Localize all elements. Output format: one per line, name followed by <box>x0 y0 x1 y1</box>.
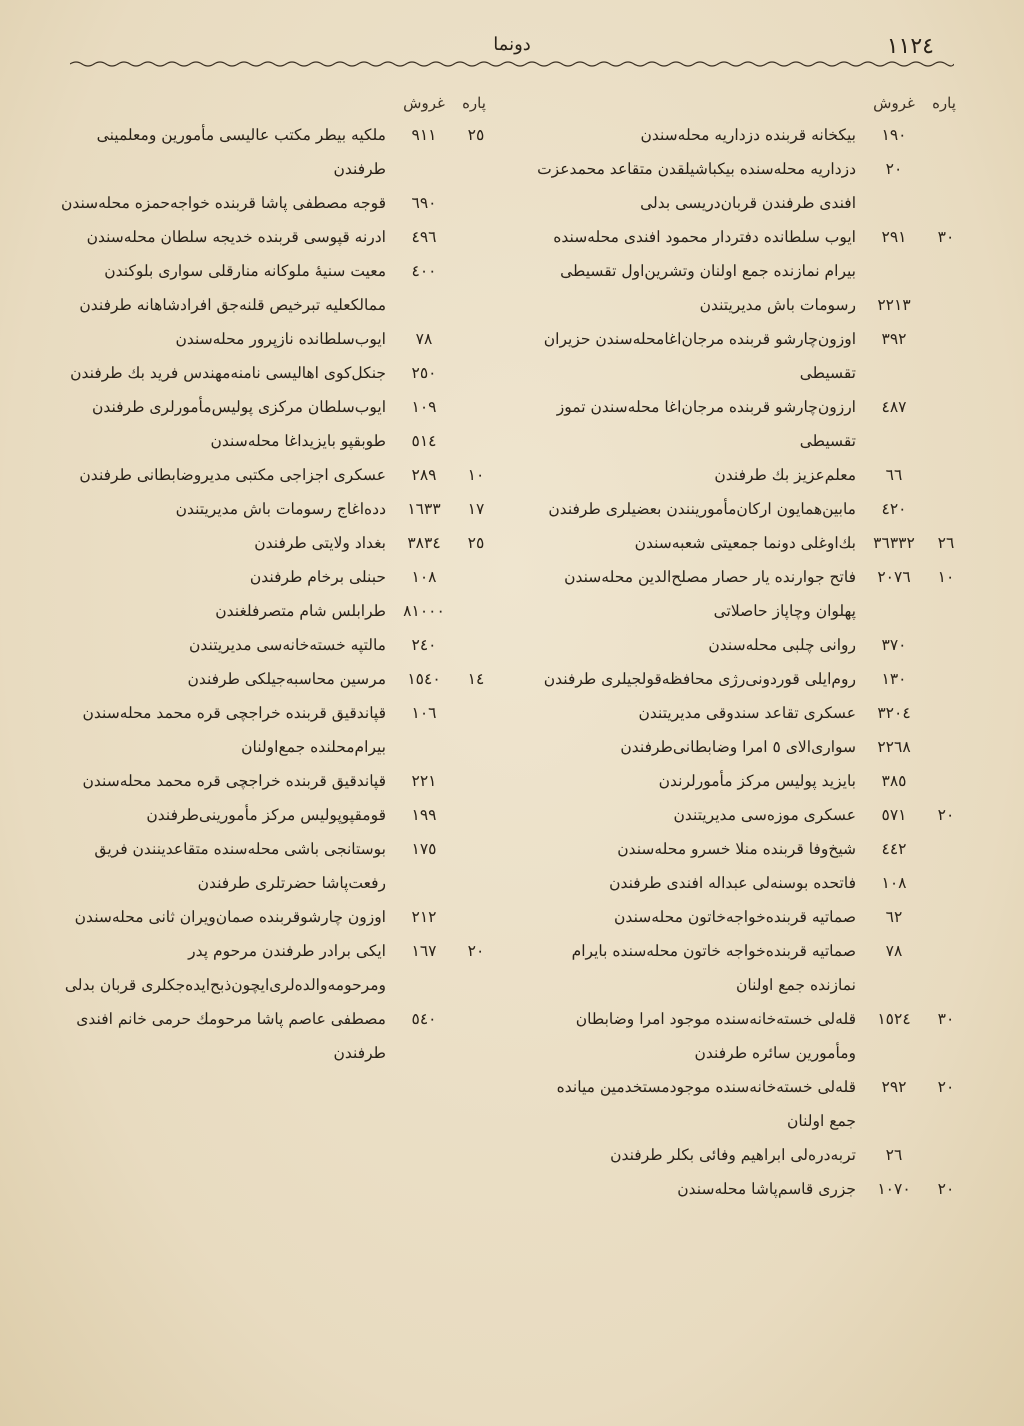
ledger-entry <box>60 118 496 186</box>
entry-description: معلم‌عزیز بك طرفندن <box>714 466 856 484</box>
amount-ghurush: ٥٧١ <box>881 806 907 824</box>
entry-description: ادرنه قپوسی قربنده خدیجه سلطان محله‌سندن <box>86 228 386 246</box>
entry-description: قله‌لی خسته‌خانه‌سنده موجودمستخدمین میانده جمع اولنان <box>556 1078 856 1130</box>
ledger-entry <box>60 628 496 662</box>
entry-description: قوجه مصطفی پاشا قربنده خواجه‌حمزه محله‌سندن <box>60 194 386 212</box>
entry-description: بغداد ولایتی طرفندن <box>254 534 386 552</box>
amount-ghurush: ٣٨٣٤ <box>407 534 441 552</box>
entry-description: ارزون‌چارشو قربنده مرجان‌اغا محله‌سندن تموز تقسیطی <box>556 398 856 450</box>
ledger-entry <box>530 764 966 798</box>
ledger-entry <box>60 560 496 594</box>
amount-ghurush: ٦٩٠ <box>411 194 437 212</box>
amount-para: ١٠ <box>937 568 955 586</box>
entry-description: دزداریه محله‌سنده بیکباشیلقدن متقاعد محمدعزت افندی طرفندن قربان‌دریسی بدلی <box>537 160 856 212</box>
para-heading: پاره <box>462 94 486 112</box>
amount-ghurush: ٤٤٢ <box>881 840 907 858</box>
ledger-entry <box>60 424 496 458</box>
amount-para: ٢٠ <box>937 806 955 824</box>
amount-ghurush: ٥١٤ <box>411 432 437 450</box>
amount-para: ١٧ <box>467 500 485 518</box>
running-title: دونما <box>493 34 531 55</box>
ledger-column-right <box>530 88 966 1206</box>
amount-ghurush: ٥٤٠ <box>411 1010 437 1028</box>
entry-description: بك‌اوغلی دونما جمعیتی شعبه‌سندن <box>634 534 856 552</box>
amount-ghurush: ٦٢ <box>885 908 903 926</box>
ledger-entry <box>530 1002 966 1070</box>
entry-description: بایزید پولیس مرکز مأمورلرندن <box>658 772 856 790</box>
amount-para: ٣٠ <box>937 228 955 246</box>
ledger-entry <box>60 594 496 628</box>
amount-para: ٢٥ <box>467 126 485 144</box>
ledger-entry <box>530 390 966 458</box>
amount-ghurush: ٤٩٦ <box>411 228 437 246</box>
column-header <box>530 88 966 118</box>
ledger-entry <box>60 322 496 356</box>
entry-description: عسکری موزه‌سی مدیریتندن <box>673 806 856 824</box>
entry-description: شیخ‌وفا قربنده منلا خسرو محله‌سندن <box>617 840 856 858</box>
entry-description: ایوب سلطانده دفتردار محمود افندی محله‌سنده بیرام نمازنده جمع اولنان وتشرین‌اول تقسیطی <box>553 228 856 280</box>
para-heading: پاره <box>932 94 956 112</box>
amount-ghurush: ٢٢١٣ <box>877 296 911 314</box>
amount-ghurush: ١٩٩ <box>411 806 437 824</box>
entry-description: مابین‌همایون ارکان‌مأمورینندن بعضیلری طرفندن <box>548 500 856 518</box>
amount-ghurush: ٣٨٥ <box>881 772 907 790</box>
entry-description: ایوب‌سلطان مرکزی پولیس‌مأمورلری طرفندن <box>91 398 386 416</box>
ledger-entry <box>530 1138 966 1172</box>
amount-ghurush: ٣٦٣٣٢ <box>873 534 915 552</box>
ledger-entry <box>60 900 496 934</box>
amount-ghurush: ٧٨ <box>885 942 903 960</box>
entry-description: عسکری تقاعد سندوقی مدیریتندن <box>638 704 856 722</box>
ledger-entry <box>60 934 496 1002</box>
entry-description: صماتیه قربنده‌خواجه خاتون محله‌سنده بایرام نمازنده جمع اولنان <box>571 942 856 994</box>
entry-description: روم‌ایلی قوردونی‌رژی محافظه‌قولجیلری طرفندن <box>543 670 856 688</box>
ledger-entry <box>60 254 496 322</box>
entry-description: جنکل‌کوی اهالیسی نامنه‌مهندس فرید بك طرفندن <box>70 364 386 382</box>
entry-description: ایکی برادر طرفندن مرحوم پدر ومرحومه‌والده‌لری‌ایچون‌ذبح‌ایده‌جکلری قربان بدلی <box>64 942 386 994</box>
entry-description: اوزون چارشوقربنده صمان‌ویران ثانی محله‌سندن <box>74 908 386 926</box>
amount-ghurush: ٩١١ <box>411 126 437 144</box>
amount-ghurush: ٢١٢ <box>411 908 437 926</box>
entry-description: طرابلس شام متصرفلغندن <box>215 602 386 620</box>
amount-ghurush: ٢٩٢ <box>881 1078 907 1096</box>
entry-description: قپاندقیق قربنده خراجچی قره محمد محله‌سندن <box>82 772 386 790</box>
entry-description: تربه‌دره‌لی ابراهیم وفائی بکلر طرفندن <box>610 1146 856 1164</box>
entry-description: فاتح جوارنده یار حصار مصلح‌الدین محله‌سندن پهلوان وچاپاز حاصلاتی <box>564 568 856 620</box>
entry-description: ملکیه بیطر مکتب عالیسی مأمورین ومعلمینی طرفندن <box>96 126 386 178</box>
amount-ghurush: ١٥٤٠ <box>407 670 441 688</box>
ledger-entry <box>60 492 496 526</box>
entry-description: عسکری اجزاجی مکتبی مدیروضابطانی طرفندن <box>79 466 386 484</box>
ledger-entry <box>530 152 966 220</box>
amount-ghurush: ٨١٠٠٠ <box>403 602 445 620</box>
ledger-entry <box>530 118 966 152</box>
ledger-entry <box>60 1002 496 1070</box>
ledger-entry <box>60 832 496 900</box>
amount-ghurush: ٢٦ <box>885 1146 903 1164</box>
ledger-entry <box>60 526 496 560</box>
entries-list <box>530 118 966 1206</box>
column-header <box>60 88 496 118</box>
entry-description: رسومات باش مدیریتندن <box>699 296 856 314</box>
amount-ghurush: ٢٢٦٨ <box>877 738 911 756</box>
ledger-entry <box>60 458 496 492</box>
amount-ghurush: ١٠٩ <box>411 398 437 416</box>
entry-description: اوزون‌چارشو قربنده مرجان‌اغامحله‌سندن حزیران تقسیطی <box>543 330 856 382</box>
amount-ghurush: ١٠٦ <box>411 704 437 722</box>
ledger-entry <box>60 764 496 798</box>
wavy-rule <box>70 60 954 68</box>
amount-ghurush: ١٣٠ <box>881 670 907 688</box>
amount-ghurush: ٣٧٠ <box>881 636 907 654</box>
entry-description: سواری‌الای ٥ امرا وضابطانی‌طرفندن <box>620 738 856 756</box>
amount-ghurush: ١٧٥ <box>411 840 437 858</box>
amount-ghurush: ٢٠ <box>885 160 903 178</box>
amount-para: ٢٠ <box>937 1078 955 1096</box>
entry-description: قله‌لی خسته‌خانه‌سنده موجود امرا وضابطان ومأمورین سائره طرفندن <box>575 1010 856 1062</box>
amount-para: ١٤ <box>467 670 485 688</box>
ledger-entry <box>530 934 966 1002</box>
ledger-entry <box>530 458 966 492</box>
amount-para: ٣٠ <box>937 1010 955 1028</box>
ledger-entry <box>530 866 966 900</box>
entry-description: دده‌اغاج رسومات باش مدیریتندن <box>175 500 386 518</box>
amount-para: ١٠ <box>467 466 485 484</box>
ledger-entry <box>530 662 966 696</box>
entry-description: مصطفی عاصم پاشا مرحومك حرمی خانم افندی طرفندن <box>76 1010 386 1062</box>
entry-description: قومقپوپولیس مرکز مأمورینی‌طرفندن <box>146 806 386 824</box>
ledger-entry <box>60 390 496 424</box>
entry-description: ایوب‌سلطانده نازپرور محله‌سندن <box>175 330 386 348</box>
entry-description: بوستانجی باشی محله‌سنده متقاعدینندن فریق رفعت‌پاشا حضرتلری طرفندن <box>94 840 386 892</box>
amount-ghurush: ٢٠٧٦ <box>877 568 911 586</box>
ledger-entry <box>60 220 496 254</box>
ledger-entry <box>60 696 496 764</box>
entry-description: حبنلی برخام طرفندن <box>249 568 386 586</box>
ghurush-heading: غروش <box>873 94 915 112</box>
amount-ghurush: ٣٩٢ <box>881 330 907 348</box>
ledger-entry <box>60 662 496 696</box>
ledger-entry <box>530 526 966 560</box>
ledger-entry <box>530 798 966 832</box>
amount-para: ٢٦ <box>937 534 955 552</box>
ledger-entry <box>530 900 966 934</box>
amount-ghurush: ٣٢٠٤ <box>877 704 911 722</box>
amount-para: ٢٠ <box>467 942 485 960</box>
ledger-entry <box>530 730 966 764</box>
entry-description: قپاندقیق قربنده خراجچی قره محمد محله‌سندن بیرام‌محلنده جمع‌اولنان <box>82 704 386 756</box>
ledger-entry <box>530 628 966 662</box>
amount-ghurush: ٤٢٠ <box>881 500 907 518</box>
amount-ghurush: ١٦٧ <box>411 942 437 960</box>
entry-description: جزری قاسم‌پاشا محله‌سندن <box>677 1180 856 1198</box>
ledger-entry <box>530 696 966 730</box>
amount-ghurush: ٢٩١ <box>881 228 907 246</box>
amount-para: ٢٥ <box>467 534 485 552</box>
amount-ghurush: ٢٥٠ <box>411 364 437 382</box>
amount-ghurush: ١٩٠ <box>881 126 907 144</box>
amount-ghurush: ٢٤٠ <box>411 636 437 654</box>
ledger-entry <box>60 186 496 220</box>
entry-description: طوبقپو بایزیداغا محله‌سندن <box>210 432 386 450</box>
amount-ghurush: ١٦٣٣ <box>407 500 441 518</box>
ledger-entry <box>60 798 496 832</box>
amount-ghurush: ٢٢١ <box>411 772 437 790</box>
page-number: ١١٢٤ <box>886 34 934 59</box>
amount-ghurush: ١٠٧٠ <box>877 1180 911 1198</box>
entry-description: بیکخانه قربنده دزداریه محله‌سندن <box>640 126 856 144</box>
ledger-entry <box>530 288 966 322</box>
entries-list <box>60 118 496 1070</box>
ledger-entry <box>530 220 966 288</box>
entry-description: معیت سنیهٔ ملوکانه منارقلی سواری بلوکندن ممالکعلیه تبرخیص قلنه‌جق افرادشاهانه طرفندن <box>79 262 386 314</box>
ledger-entry <box>60 356 496 390</box>
ledger-entry <box>530 1172 966 1206</box>
entry-description: روانی چلبی محله‌سندن <box>708 636 856 654</box>
amount-para: ٢٠ <box>937 1180 955 1198</box>
ledger-entry <box>530 560 966 628</box>
ledger-entry <box>530 492 966 526</box>
entry-description: صماتیه قربنده‌خواجه‌خاتون محله‌سندن <box>614 908 856 926</box>
ghurush-heading: غروش <box>403 94 445 112</box>
amount-ghurush: ٢٨٩ <box>411 466 437 484</box>
ledger-column-left <box>60 88 496 1070</box>
amount-ghurush: ٤٨٧ <box>881 398 907 416</box>
ledger-entry <box>530 1070 966 1138</box>
entry-description: مرسین محاسبه‌جیلکی طرفندن <box>187 670 386 688</box>
amount-ghurush: ٧٨ <box>415 330 433 348</box>
ledger-entry <box>530 832 966 866</box>
amount-ghurush: ٦٦ <box>885 466 903 484</box>
amount-ghurush: ١٠٨ <box>411 568 437 586</box>
entry-description: مالتپه خسته‌خانه‌سی مدیریتندن <box>189 636 386 654</box>
ledger-entry <box>530 322 966 390</box>
amount-ghurush: ١٥٢٤ <box>877 1010 911 1028</box>
amount-ghurush: ٤٠٠ <box>411 262 437 280</box>
amount-ghurush: ١٠٨ <box>881 874 907 892</box>
entry-description: فاتحده بوسنه‌لی عبداله افندی طرفندن <box>609 874 856 892</box>
